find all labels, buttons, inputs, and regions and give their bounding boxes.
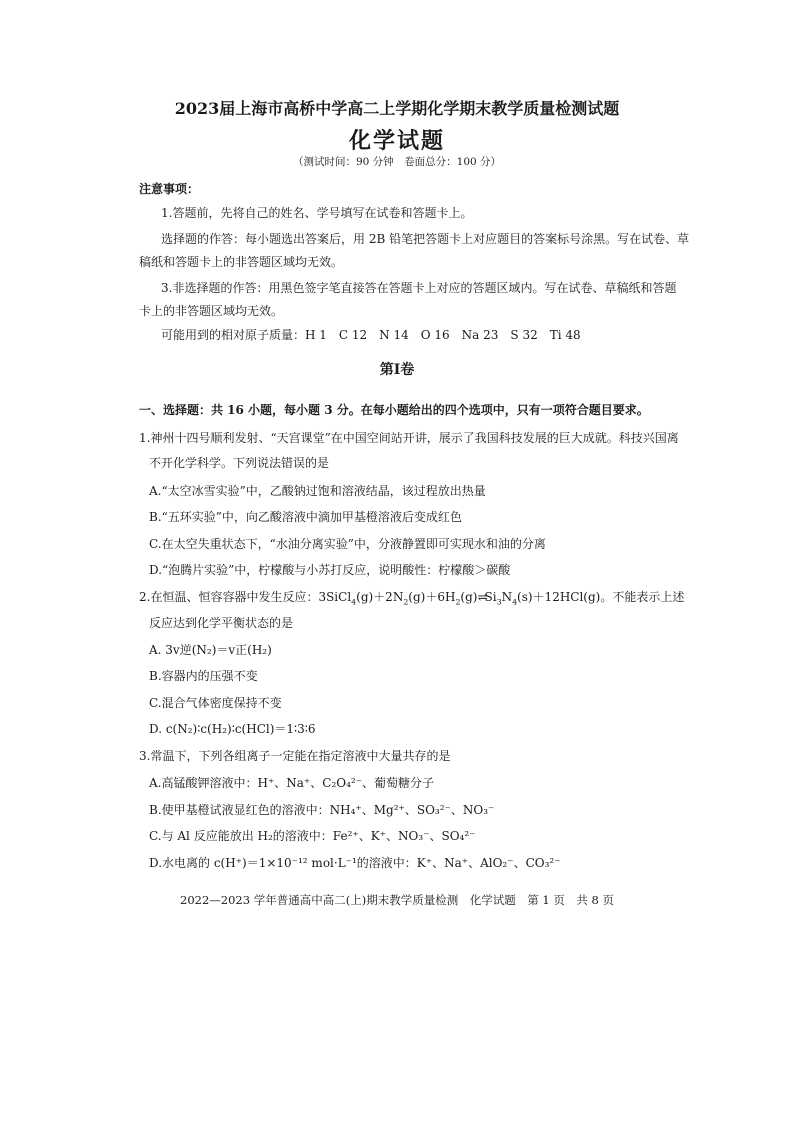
notes-heading: 注意事项： [139, 182, 200, 196]
q3-option-d: D.水电离的 c(H⁺)＝1×10⁻¹² mol·L⁻¹的溶液中：K⁺、Na⁺、AlO₂⁻、CO₃²⁻ [149, 856, 561, 870]
q1-option-c: C.在太空失重状态下，“水油分离实验”中，分液静置即可实现水和油的分离 [149, 537, 546, 551]
q3-option-b: B.使甲基橙试液显红色的溶液中：NH₄⁺、Mg²⁺、SO₃²⁻、NO₃⁻ [149, 803, 495, 817]
exam-title: 2023届上海市高桥中学高二上学期化学期末教学质量检测试题 [174, 99, 620, 118]
q2-stem-line-2: 反应达到化学平衡状态的是 [149, 616, 294, 630]
page-footer: 2022—2023 学年普通高中高二(上)期末教学质量检测 化学试题 第 1 页 共 8 页 [180, 893, 614, 907]
section-title: 第Ⅰ卷 [379, 362, 415, 378]
q2-option-a: A. 3v逆(N₂)＝v正(H₂) [149, 643, 272, 657]
note-item-1: 1.答题前，先将自己的姓名、学号填写在试卷和答题卡上。 [161, 206, 473, 220]
note-item-2-line-1: 选择题的作答：每小题选出答案后，用 2B 铅笔把答题卡上对应题目的答案标号涂黑。写在试卷、草 [161, 232, 690, 246]
q2-option-b: B.容器内的压强不变 [149, 669, 258, 683]
q2-option-d: D. c(N₂)∶c(H₂)∶c(HCl)＝1∶3∶6 [149, 722, 316, 736]
q2-stem-line-1: 2.在恒温、恒容容器中发生反应：$3SiCl_4(g)+2N_2(g)+6H_2(g)\rightleftharpoons Si_3N_4(s)+12HCl(g)$。不能表示上述 [139, 590, 685, 607]
atomic-masses: 可能用到的相对原子质量：H 1 C 12 N 14 O 16 Na 23 S 32 Ti 48 [161, 328, 581, 342]
q2-stem-pre: 2.在恒温、恒容容器中发生反应：3SiCl [139, 590, 352, 604]
q1-option-a: A.“太空冰雪实验”中，乙酸钠过饱和溶液结晶，该过程放出热量 [149, 484, 486, 498]
q2-option-c: C.混合气体密度保持不变 [149, 696, 282, 710]
note-item-3-line-1: 3.非选择题的作答：用黑色签字笔直接答在答题卡上对应的答题区域内。写在试卷、草稿纸和答题 [161, 281, 677, 295]
note-item-3-line-2: 卡上的非答题区域均无效。 [139, 304, 284, 318]
q1-option-b: B.“五环实验”中，向乙酸溶液中滴加甲基橙溶液后变成红色 [149, 510, 462, 524]
q1-option-d: D.“泡腾片实验”中，柠檬酸与小苏打反应，说明酸性：柠檬酸＞碳酸 [149, 563, 511, 577]
q3-option-c: C.与 Al 反应能放出 H₂的溶液中：Fe²⁺、K⁺、NO₃⁻、SO₄²⁻ [149, 829, 476, 843]
q1-stem-line-2: 不开化学科学。下列说法错误的是 [149, 456, 330, 470]
q3-option-a: A.高锰酸钾溶液中：H⁺、Na⁺、C₂O₄²⁻、葡萄糖分子 [149, 776, 435, 790]
note-item-2-line-2: 稿纸和答题卡上的非答题区域均无效。 [139, 255, 344, 269]
part-heading: 一、选择题：共 16 小题，每小题 3 分。在每小题给出的四个选项中，只有一项符合题目要求。 [139, 403, 649, 417]
q3-stem: 3.常温下，下列各组离子一定能在指定溶液中大量共存的是 [139, 749, 451, 763]
subject-title: 化学试题 [348, 128, 445, 154]
q1-stem-line-1: 1.神州十四号顺利发射、“天宫课堂”在中国空间站开讲，展示了我国科技发展的巨大成就。科技兴国离 [139, 431, 679, 445]
exam-info: （测试时间：90 分钟 卷面总分：100 分） [292, 156, 502, 168]
